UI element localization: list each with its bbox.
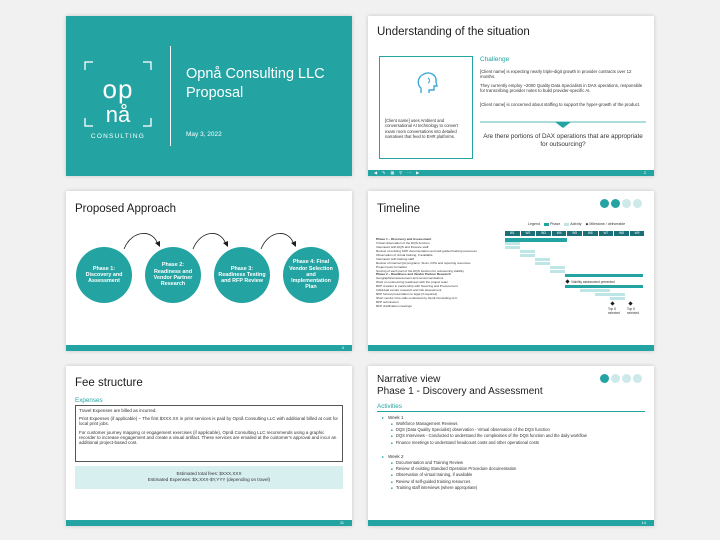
options-icon[interactable]: ⋯ <box>407 170 412 175</box>
milestone-diamond <box>565 280 569 284</box>
title-divider <box>170 46 171 146</box>
gantt-activity-bar <box>610 297 625 300</box>
task-label: Review of internal QA programs, SLAs, KPIs and reporting resources <box>376 261 471 265</box>
challenge-paragraph: [Client name] is expecting nearly triple-digit growth in provider contracts over 12 months. <box>480 69 632 80</box>
progress-dot <box>633 374 642 383</box>
expenses-heading: Expenses <box>75 397 103 404</box>
slide-heading: Timeline <box>377 203 421 215</box>
milestone-diamond <box>628 301 632 305</box>
legend-activity: Activity <box>564 222 581 226</box>
task-label: Phase 1 – Discovery and Assessment <box>376 238 432 241</box>
grid-icon[interactable]: ▦ <box>390 170 395 175</box>
task-label: Observation of virtual training, if available <box>376 253 433 257</box>
week-item: ■ Observation of virtual training, if available <box>382 472 644 478</box>
activities-divider <box>377 411 645 412</box>
presentation-title: Opnå Consulting LLC Proposal <box>186 66 325 101</box>
week-item: ■ Finance meetings to understand headcount costs and other operational costs <box>382 440 644 446</box>
challenge-heading: Challenge <box>480 56 510 63</box>
challenge-paragraph: They currently employ ~2000 Quality Data Specialists in DAX operations, responsible for transcribing provider notes to build provider-specific AI. <box>480 83 643 94</box>
week-label: W9 <box>630 231 645 236</box>
task-label: Scoring of each part of the DQS function for outsourcing viability <box>376 269 464 273</box>
zoom-icon[interactable]: ⚲ <box>399 170 403 175</box>
task-label: Interviews with training staff <box>376 257 414 261</box>
task-list <box>376 238 504 309</box>
svg-text:op: op <box>102 74 134 104</box>
footer-bar <box>368 520 654 526</box>
gantt-phase-bar <box>565 285 643 288</box>
slide-heading: Fee structure <box>75 377 143 389</box>
week-heading: ▸ Week 1 <box>382 415 644 421</box>
total-expenses: Estimated Expenses: $X,XXX-$Y,YYY (depending on travel) <box>147 476 271 482</box>
week-label: W5 <box>567 231 582 236</box>
week-item: ■ Workforce Management Reviews <box>382 421 644 427</box>
slide-heading <box>377 374 543 398</box>
gantt-activity-bar <box>550 266 565 269</box>
progress-dot <box>611 199 620 208</box>
client-context-box <box>379 56 473 159</box>
page-number: 14 <box>641 520 646 525</box>
footer-bar <box>368 345 654 351</box>
slide-timeline[interactable] <box>368 191 654 351</box>
expense-paragraph: Print Expenses (if applicable) – The first $XXX.XX in print services is paid by Opnå Consulting LLC with additional billed at cost for local print jobs. <box>79 416 339 427</box>
week-label: W2 <box>521 231 536 236</box>
week-label: W6 <box>583 231 598 236</box>
task-label: Review of existing SOP documentation and self-guided training resources <box>376 249 477 253</box>
task-label: RFP formal presentation to legal (if required) <box>376 293 437 297</box>
week-header <box>505 231 644 236</box>
phase-1-circle: Phase 1: Discovery and Assessment <box>76 247 132 303</box>
gantt-activity-bar <box>505 242 520 245</box>
activities-heading: Activities <box>377 403 402 410</box>
gantt-activity-bar <box>520 250 535 253</box>
week-item: ■ DQS Interviews - Conducted to understand the complexities of the DQS function and the daily workflow <box>382 433 644 439</box>
key-question: Are there portions of DAX operations that are appropriate for outsourcing? <box>483 133 643 148</box>
task-label: RFP clarification meetings <box>376 304 412 308</box>
arrow-divider-icon <box>480 120 646 129</box>
slide-title[interactable] <box>66 16 352 176</box>
next-arrow-icon[interactable]: ▶ <box>416 170 420 175</box>
expenses-box <box>75 405 343 462</box>
milestone-label: Top 8 selected <box>608 307 620 315</box>
week-block <box>382 415 644 446</box>
progress-dot <box>600 199 609 208</box>
gantt-activity-bar <box>595 293 625 296</box>
gantt-activity-bar <box>535 258 550 261</box>
slide-heading: Understanding of the situation <box>377 26 530 38</box>
footer-bar <box>66 345 352 351</box>
slide-nav-bar[interactable] <box>368 170 654 176</box>
footer-bar <box>66 520 352 526</box>
slide-approach[interactable] <box>66 191 352 351</box>
gantt-activity-bar <box>505 246 520 249</box>
svg-text:CONSULTING: CONSULTING <box>90 133 146 140</box>
phase-4-circle: Phase 4: Final Vendor Selection and Implementation Plan <box>283 247 339 303</box>
week-heading: ▸ Week 2 <box>382 454 644 460</box>
gantt-activity-bar <box>580 289 610 292</box>
legend-title: Legend <box>528 222 540 226</box>
page-number: 2 <box>643 170 646 175</box>
head-profile-icon <box>416 71 438 97</box>
week-block <box>382 454 644 491</box>
week-label: W7 <box>599 231 614 236</box>
opna-logo-icon <box>82 56 154 144</box>
week-label: W8 <box>614 231 629 236</box>
page-number: 11 <box>339 520 344 525</box>
milestone-diamond <box>610 301 614 305</box>
week-item: ■ Review of self-guided training resources <box>382 479 644 485</box>
week-label: W1 <box>505 231 520 236</box>
progress-dot <box>633 199 642 208</box>
fee-totals <box>75 466 343 489</box>
milestone-label: Viability assessment presented <box>571 279 615 284</box>
legend-milestone: ◆ Milestone / deliverable <box>585 222 626 226</box>
task-label: Short vendor intro calls conducted by Opnå Consulting LLC <box>376 297 458 301</box>
milestone-label: Top 5 selected <box>627 307 639 315</box>
svg-text:nå: nå <box>105 102 131 127</box>
edit-icon[interactable]: ✎ <box>382 170 386 175</box>
presentation-date: May 3, 2022 <box>186 131 222 138</box>
gantt-activity-bar <box>550 270 565 273</box>
page-number: 4 <box>341 345 344 350</box>
gantt-phase-bar <box>565 274 643 277</box>
task-label: RFP creation in partnership with Sourcing and Procurement <box>376 285 458 289</box>
week-item: ■ DQS (Data Quality Specialist) observation - Virtual observation of the DQS function <box>382 427 644 433</box>
week-label: W3 <box>536 231 551 236</box>
challenge-paragraph: [Client name] is concerned about staffing to support the hyper-growth of the product. <box>480 102 641 107</box>
expense-paragraph: Travel Expenses are billed as incurred. <box>79 408 157 413</box>
client-context-text: [Client name] uses Ambient and conversational AI technology to convert exam room conversations into detailed narratives that feed to EHR platforms. <box>385 118 458 139</box>
phase-3-circle: Phase 3: Readiness Testing and RFP Review <box>214 247 270 303</box>
slide-narrative-view[interactable] <box>368 366 654 526</box>
task-label: Geographical assessment and recommendations <box>376 277 444 281</box>
legend-phase: Phase <box>544 222 560 226</box>
task-label: Interviews with DQS and Finance staff <box>376 245 429 249</box>
prev-arrow-icon[interactable]: ◀ <box>374 170 378 175</box>
progress-dot <box>611 374 620 383</box>
gantt-phase-bar <box>505 238 567 241</box>
gantt-legend <box>528 222 625 226</box>
progress-dot <box>622 199 631 208</box>
expense-paragraph: For customer journey mapping or engagement exercises (if applicable), Opnå Consulting LLC recommends using a graphic recorder to increase engagement and create a visual artifact. These services are emailed at the customer's approval and incur an additional project-based cost. <box>79 429 337 446</box>
phase-2-circle: Phase 2: Readiness and Vendor Partner Research <box>145 247 201 303</box>
week-label: W4 <box>552 231 567 236</box>
progress-dots <box>600 199 642 208</box>
progress-dots <box>600 374 642 383</box>
total-fees: Estimated total fees: $XXX,XXX <box>176 471 242 476</box>
progress-dot <box>600 374 609 383</box>
slide-heading: Proposed Approach <box>75 203 177 215</box>
task-label: Project team formation <box>376 265 408 269</box>
task-label: Work on outsourcing readiness with the project team <box>376 281 448 285</box>
progress-dot <box>622 374 631 383</box>
gantt-activity-bar <box>535 262 550 265</box>
slide-fee-structure[interactable] <box>66 366 352 526</box>
week-item: ■ Documentation and Training Review <box>382 460 644 466</box>
task-label: Virtual observation of the DQS function <box>376 241 430 245</box>
week-item: ■ Review of existing Standard Operation Procedure documentation <box>382 466 644 472</box>
week-item: ■ Training staff interviews (where appropriate) <box>382 485 644 491</box>
slide-understanding[interactable] <box>368 16 654 176</box>
task-label: RFP submission <box>376 301 399 304</box>
slide-heading-line1: Narrative view <box>377 374 441 385</box>
gantt-activity-bar <box>520 254 535 257</box>
task-label: Individual vendor research and risk assessment <box>376 289 442 293</box>
slide-heading-line2: Phase 1 - Discovery and Assessment <box>377 386 543 397</box>
task-label: Phase 2 – Readiness and Vendor Partner Research <box>376 273 451 277</box>
